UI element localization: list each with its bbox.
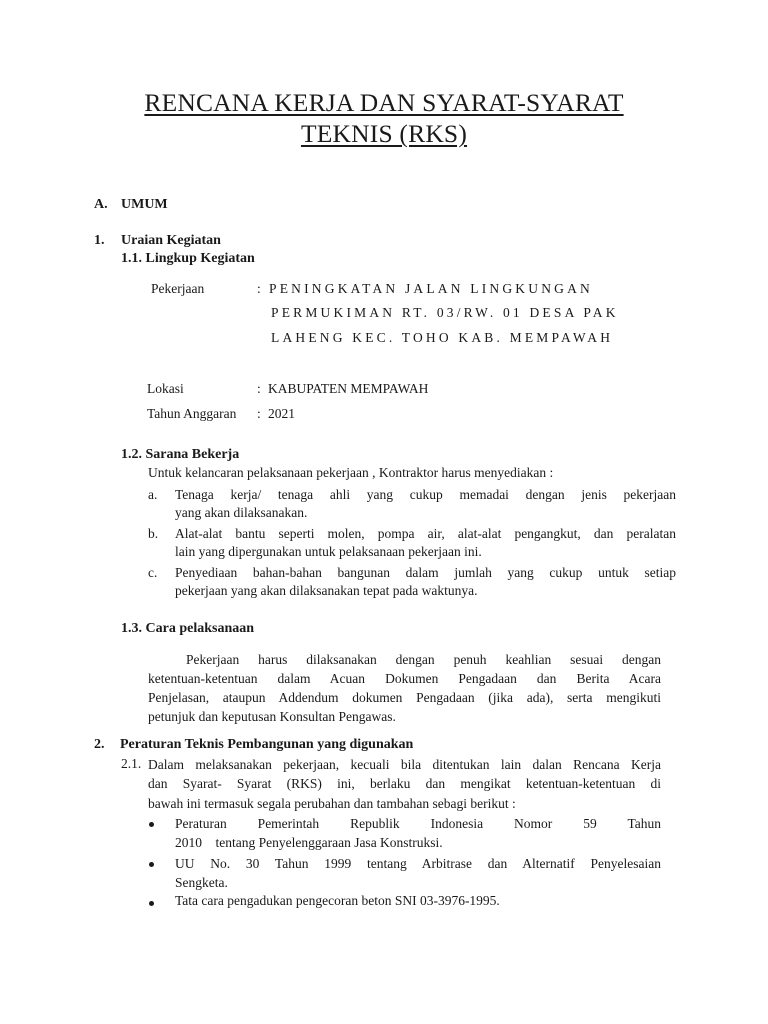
pekerjaan-colon: : [257,281,261,296]
subsection-1-2-intro: Untuk kelancaran pelaksanaan pekerjaan , Kontraktor harus menyediakan : [148,465,554,480]
paragraph-line: bawah ini termasuk segala perubahan dan tambahan sebagi berikut : [148,796,516,811]
bullet-item-1-line-2: 2010 tentang Penyelenggaraan Jasa Konstruksi. [175,835,443,850]
paragraph-line: Dalam melaksanakan pekerjaan, kecuali bila ditentukan lain dalan Rencana Kerja [148,757,661,772]
bullet-icon [149,822,154,827]
list-item-a-line-2: yang akan dilaksanakan. [175,505,308,520]
section-a-heading: UMUM [121,197,168,212]
section-a-marker: A. [94,197,108,212]
bullet-item-1-line-1: Peraturan Pemerintah Republik Indonesia Nomor 59 Tahun [175,816,661,831]
list-item-marker: a. [148,487,158,502]
paragraph-line: Penjelasan, ataupun Addendum dokumen Pengadaan (jika ada), serta mengikuti [148,690,661,705]
pekerjaan-value-line-1: PENINGKATAN JALAN LINGKUNGAN [269,281,593,296]
paragraph-line: ketentuan-ketentuan dalam Acuan Dokumen Pengadaan dan Berita Acara [148,671,661,686]
section-2-marker: 2. [94,737,105,752]
lokasi-colon: : [257,381,261,396]
tahun-anggaran-colon: : [257,406,261,421]
list-item-c-line-1: Penyediaan bahan-bahan bangunan dalam jumlah yang cukup untuk setiap [175,565,676,580]
document-title-line-1: RENCANA KERJA DAN SYARAT-SYARAT [144,88,624,117]
list-item-c-line-2: pekerjaan yang akan dilaksanakan tepat pada waktunya. [175,583,478,598]
bullet-item-3-line-1: Tata cara pengadukan pengecoran beton SNI 03-3976-1995. [175,893,500,908]
subsection-1-2-heading: 1.2. Sarana Bekerja [121,447,240,462]
pekerjaan-label: Pekerjaan [151,281,205,296]
bullet-icon [149,862,154,867]
section-1-heading: Uraian Kegiatan [121,233,221,248]
subsection-2-1-marker: 2.1. [121,756,142,771]
list-item-marker: b. [148,526,159,541]
list-item-b-line-1: Alat-alat bantu seperti molen, pompa air, alat-alat pengangkut, dan peralatan [175,526,676,541]
list-item-marker: c. [148,565,158,580]
bullet-item-2-line-2: Sengketa. [175,875,228,890]
lokasi-label: Lokasi [147,381,184,396]
bullet-icon [149,901,154,906]
list-item-b-line-2: lain yang dipergunakan untuk pelaksanaan pekerjaan ini. [175,544,482,559]
tahun-anggaran-label: Tahun Anggaran [147,406,237,421]
subsection-1-3-heading: 1.3. Cara pelaksanaan [121,621,255,636]
lokasi-value: KABUPATEN MEMPAWAH [268,381,429,396]
subsection-1-1-heading: 1.1. Lingkup Kegiatan [121,251,255,266]
paragraph-line: petunjuk dan keputusan Konsultan Pengawas. [148,709,396,724]
section-1-marker: 1. [94,233,105,248]
section-2-heading: Peraturan Teknis Pembangunan yang digunakan [120,737,414,752]
bullet-item-2-line-1: UU No. 30 Tahun 1999 tentang Arbitrase dan Alternatif Penyelesaian [175,856,661,871]
pekerjaan-value-line-3: LAHENG KEC. TOHO KAB. MEMPAWAH [271,330,614,345]
list-item-a-line-1: Tenaga kerja/ tenaga ahli yang cukup memadai dengan jenis pekerjaan [175,487,676,502]
tahun-anggaran-value: 2021 [268,406,295,421]
pekerjaan-value-line-2: PERMUKIMAN RT. 03/RW. 01 DESA PAK [271,305,619,320]
paragraph-line: Pekerjaan harus dilaksanakan dengan penuh keahlian sesuai dengan [186,652,661,667]
paragraph-line: dan Syarat- Syarat (RKS) ini, berlaku dan mengikat ketentuan-ketentuan di [148,776,661,791]
document-title-line-2: TEKNIS (RKS) [300,119,468,148]
